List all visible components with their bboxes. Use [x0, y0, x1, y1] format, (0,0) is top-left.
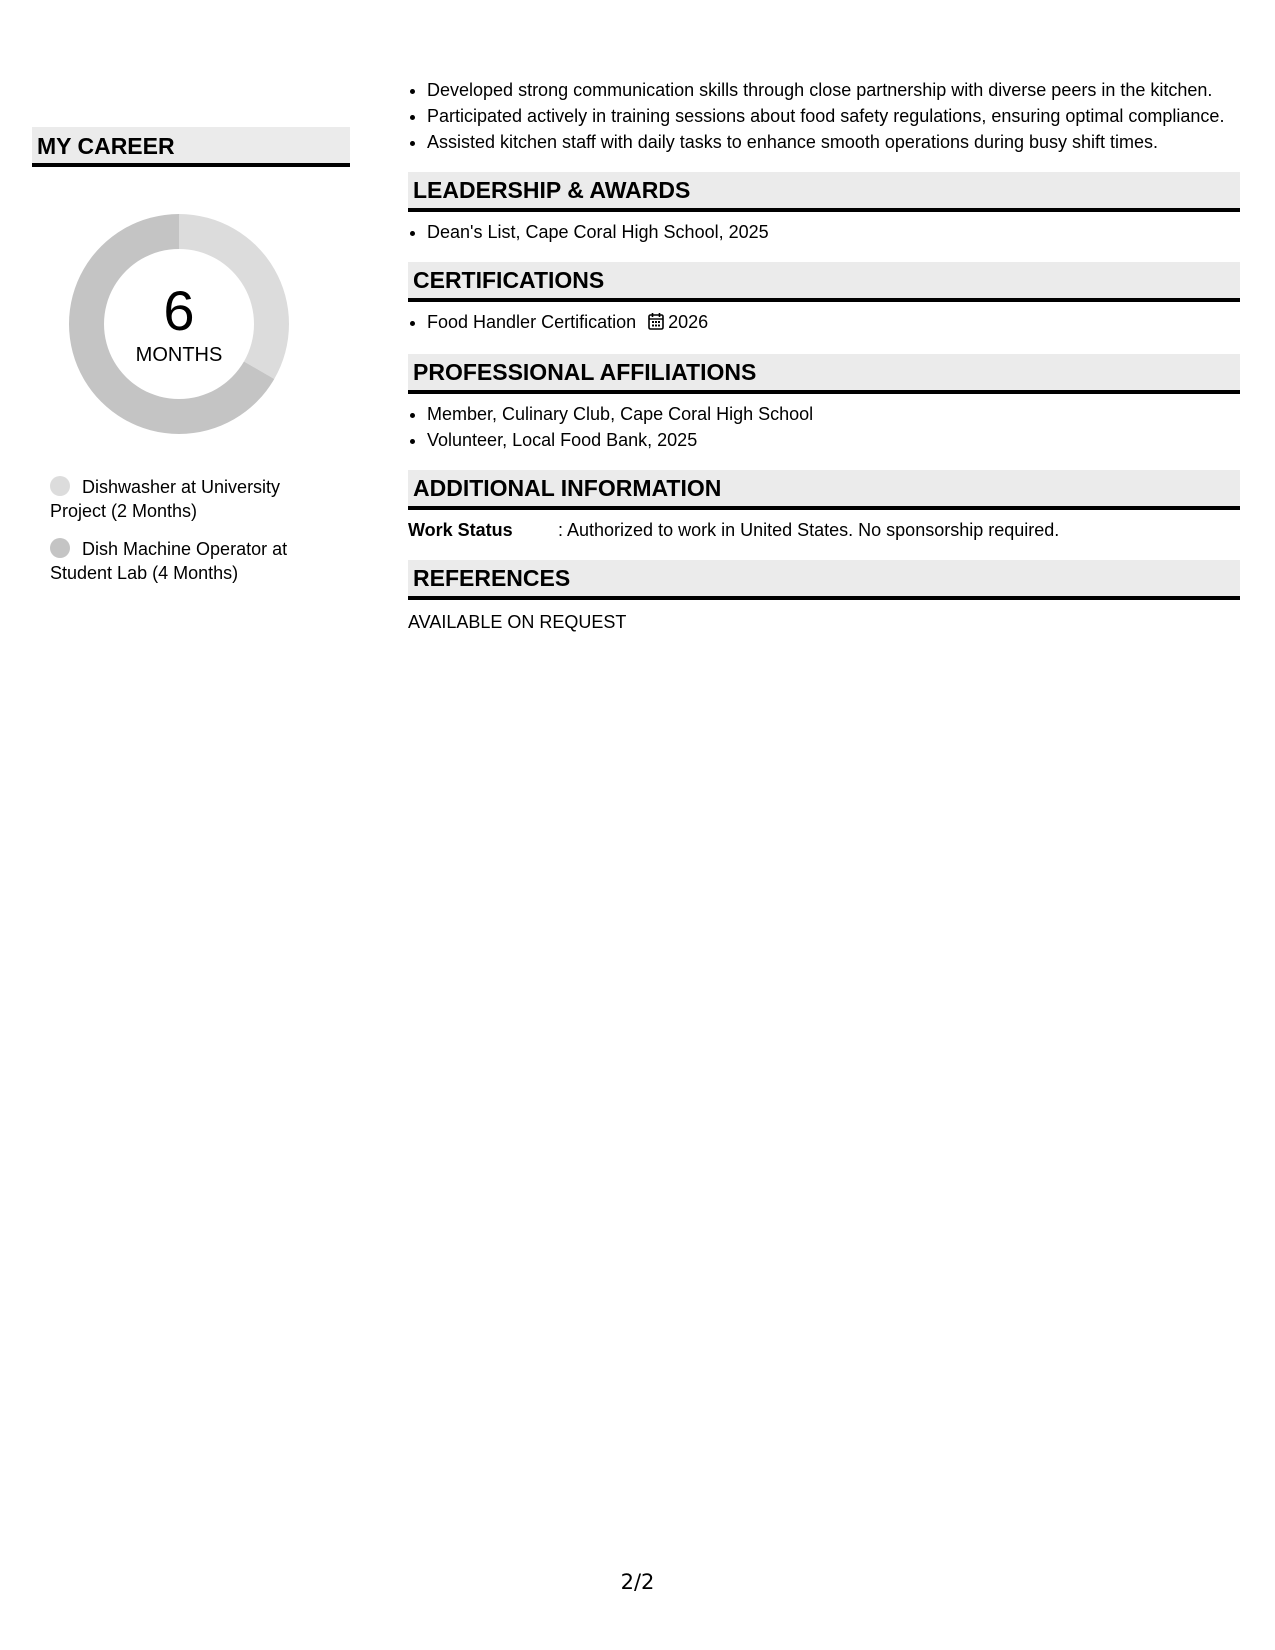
certification-name: Food Handler Certification — [427, 312, 637, 332]
list-item: • Volunteer, Local Food Bank, 2025 — [427, 428, 1240, 452]
career-heading: MY CAREER — [32, 127, 350, 167]
work-status-label: Work Status — [408, 520, 513, 540]
right-column — [408, 78, 1240, 634]
list-item — [427, 310, 1240, 336]
list-item: • Dean's List, Cape Coral High School, 2025 — [427, 220, 1240, 244]
donut-center — [64, 209, 294, 439]
list-item: • Assisted kitchen staff with daily tasks to enhance smooth operations during busy shift times. — [427, 130, 1240, 154]
experience-bullet-list — [408, 78, 1240, 154]
certification-year: 2026 — [668, 312, 709, 332]
legend-label: Dishwasher at University Project (2 Months) — [50, 477, 281, 521]
legend-item — [50, 537, 310, 585]
affiliations-list — [408, 402, 1240, 452]
awards-list — [408, 220, 1240, 244]
legend-label: Dish Machine Operator at Student Lab (4 Months) — [50, 539, 288, 583]
list-item: • Developed strong communication skills through close partnership with diverse peers in the kitchen. — [427, 78, 1240, 102]
legend-item — [50, 475, 310, 523]
affiliations-heading: PROFESSIONAL AFFILIATIONS — [408, 354, 1240, 394]
references-text: AVAILABLE ON REQUEST — [408, 612, 627, 632]
career-donut-chart — [64, 209, 294, 439]
certifications-list — [408, 310, 1240, 336]
page-number: 2/2 — [620, 1570, 655, 1594]
references-heading: REFERENCES — [408, 560, 1240, 600]
donut-total-unit: MONTHS — [135, 344, 223, 366]
left-column — [32, 127, 350, 599]
calendar-icon — [648, 312, 664, 336]
legend-dot-icon — [50, 538, 70, 558]
work-status-row — [408, 518, 1240, 542]
awards-heading: LEADERSHIP & AWARDS — [408, 172, 1240, 212]
certifications-heading: CERTIFICATIONS — [408, 262, 1240, 302]
list-item: • Member, Culinary Club, Cape Coral High School — [427, 402, 1240, 426]
additional-info-heading: ADDITIONAL INFORMATION — [408, 470, 1240, 510]
legend-dot-icon — [50, 476, 70, 496]
work-status-value: : Authorized to work in United States. No sponsorship required. — [558, 520, 1060, 540]
career-legend — [50, 475, 310, 585]
list-item: • Participated actively in training sessions about food safety regulations, ensuring optimal compliance. — [427, 104, 1240, 128]
donut-total-number: 6 — [163, 279, 195, 342]
